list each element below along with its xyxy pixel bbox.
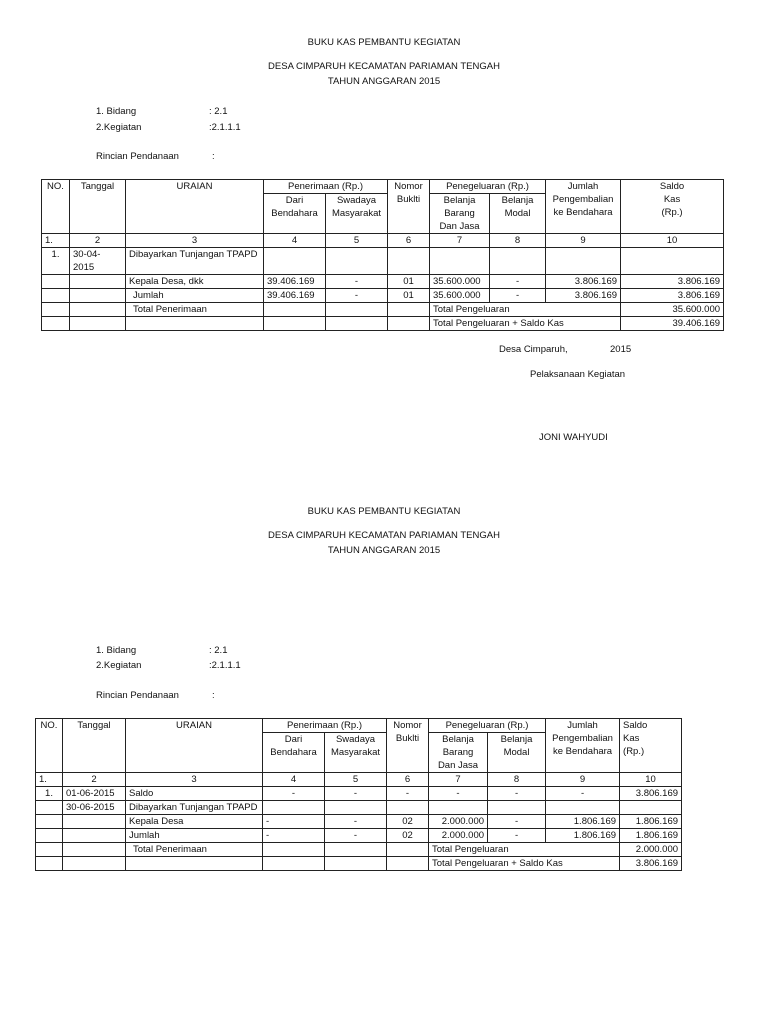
table-header-row	[36, 719, 682, 733]
cell-total-pengeluaran-value: 35.600.000	[621, 303, 724, 317]
colnum: 5	[325, 773, 387, 787]
doc2-subtitle-year: TAHUN ANGGARAN 2015	[327, 545, 441, 556]
doc1-bidang-label: 1. Bidang	[96, 106, 137, 117]
cell-belanja-barang: 35.600.000	[430, 289, 490, 303]
table-row	[36, 843, 682, 857]
cell-swadaya: -	[325, 829, 387, 843]
cell-belanja-barang: 35.600.000	[430, 275, 490, 289]
doc2-bidang-label: 1. Bidang	[96, 645, 137, 656]
cell-belanja-modal: -	[488, 815, 546, 829]
cell-dari-bendahara: -	[263, 829, 325, 843]
colnum: 6	[388, 234, 430, 248]
header-saldo-kas: Saldo Kas (Rp.)	[621, 180, 724, 234]
header-tanggal: Tanggal	[70, 180, 126, 234]
cell-belanja-barang: 2.000.000	[429, 829, 488, 843]
cell-total-pengeluaran-value: 2.000.000	[620, 843, 682, 857]
colnum: 1.	[36, 773, 63, 787]
colnum: 6	[387, 773, 429, 787]
signature-name: JONI WAHYUDI	[539, 432, 608, 443]
header-belanja-barang: Belanja Barang Dan Jasa	[430, 194, 490, 234]
table-row	[36, 829, 682, 843]
cell-jumlah: 1.806.169	[546, 829, 620, 843]
colnum: 4	[264, 234, 326, 248]
header-penerimaan: Penerimaan (Rp.)	[264, 180, 388, 194]
doc1-kegiatan-label: 2.Kegiatan	[96, 122, 142, 133]
cell-dari-bendahara: -	[263, 787, 325, 801]
doc2-ledger-table	[35, 718, 682, 871]
doc1-rincian-label: Rincian Pendanaan	[96, 151, 179, 162]
header-swadaya-masyarakat: Swadaya Masyarakat	[325, 733, 387, 773]
doc2-kegiatan-value: :2.1.1.1	[209, 660, 241, 671]
cell-belanja-modal: -	[488, 829, 546, 843]
cell-total-pengeluaran-label: Total Pengeluaran	[429, 843, 620, 857]
cell-uraian: Jumlah	[126, 829, 263, 843]
cell-nomor: 01	[388, 275, 430, 289]
signature-year: 2015	[610, 344, 632, 355]
colnum: 10	[621, 234, 724, 248]
doc1-subtitle-year: TAHUN ANGGARAN 2015	[327, 76, 441, 87]
cell-saldo: 1.806.169	[620, 815, 682, 829]
header-tanggal: Tanggal	[63, 719, 126, 773]
table-row	[36, 815, 682, 829]
cell-dari-bendahara: 39.406.169	[264, 275, 326, 289]
doc1-ledger-table	[41, 179, 724, 331]
cell-belanja-modal: -	[488, 787, 546, 801]
table-row	[42, 303, 724, 317]
doc2-rincian-label: Rincian Pendanaan	[96, 690, 179, 701]
doc2-kegiatan-label: 2.Kegiatan	[96, 660, 142, 671]
header-pengeluaran: Penegeluaran (Rp.)	[429, 719, 546, 733]
cell-tanggal: 30-04- 2015	[70, 248, 126, 275]
table-row	[42, 248, 724, 275]
header-dari-bendahara: Dari Bendahara	[263, 733, 325, 773]
cell-uraian: Kepala Desa	[126, 815, 263, 829]
doc1-title: BUKU KAS PEMBANTU KEGIATAN	[307, 37, 461, 48]
colnum: 3	[126, 234, 264, 248]
column-number-row	[42, 234, 724, 248]
colnum: 9	[546, 773, 620, 787]
cell-uraian: Kepala Desa, dkk	[126, 275, 264, 289]
cell-nomor: 02	[387, 815, 429, 829]
doc1-bidang-value: : 2.1	[209, 106, 228, 117]
table-row	[36, 787, 682, 801]
cell-dari-bendahara: -	[263, 815, 325, 829]
colnum: 5	[326, 234, 388, 248]
cell-belanja-modal: -	[490, 289, 546, 303]
cell-swadaya: -	[326, 289, 388, 303]
header-belanja-modal: Belanja Modal	[488, 733, 546, 773]
doc2-rincian-value: :	[212, 690, 215, 701]
header-jumlah-pengembalian: Jumlah Pengembalian ke Bendahara	[546, 180, 621, 234]
header-nomor-bukti: Nomor Buklti	[388, 180, 430, 234]
header-pengeluaran: Penegeluaran (Rp.)	[430, 180, 546, 194]
table-row	[36, 857, 682, 871]
cell-saldo: 1.806.169	[620, 829, 682, 843]
cell-uraian: Saldo	[126, 787, 263, 801]
cell-jumlah: -	[546, 787, 620, 801]
cell-swadaya: -	[325, 787, 387, 801]
cell-jumlah: 3.806.169	[546, 289, 621, 303]
table-row	[42, 317, 724, 331]
header-belanja-barang: Belanja Barang Dan Jasa	[429, 733, 488, 773]
colnum: 8	[488, 773, 546, 787]
header-dari-bendahara: Dari Bendahara	[264, 194, 326, 234]
colnum: 7	[429, 773, 488, 787]
cell-belanja-barang: -	[429, 787, 488, 801]
cell-uraian: Jumlah	[126, 289, 264, 303]
cell-nomor: -	[387, 787, 429, 801]
cell-total-saldo-value: 3.806.169	[620, 857, 682, 871]
header-penerimaan: Penerimaan (Rp.)	[263, 719, 387, 733]
signature-place: Desa Cimparuh,	[499, 344, 568, 355]
cell-nomor: 02	[387, 829, 429, 843]
cell-saldo: 3.806.169	[621, 275, 724, 289]
column-number-row	[36, 773, 682, 787]
doc1-rincian-value: :	[212, 151, 215, 162]
colnum: 2	[63, 773, 126, 787]
cell-jumlah: 3.806.169	[546, 275, 621, 289]
cell-total-pengeluaran-label: Total Pengeluaran	[430, 303, 621, 317]
header-no: NO.	[36, 719, 63, 773]
header-belanja-modal: Belanja Modal	[490, 194, 546, 234]
cell-total-penerimaan: Total Penerimaan	[126, 843, 263, 857]
cell-no: 1.	[36, 787, 63, 801]
cell-no: 1.	[42, 248, 70, 275]
table-row	[42, 289, 724, 303]
cell-saldo: 3.806.169	[621, 289, 724, 303]
cell-swadaya: -	[325, 815, 387, 829]
cell-tanggal: 01-06-2015	[63, 787, 126, 801]
colnum: 10	[620, 773, 682, 787]
cell-saldo: 3.806.169	[620, 787, 682, 801]
cell-belanja-barang: 2.000.000	[429, 815, 488, 829]
doc2-subtitle-village: DESA CIMPARUH KECAMATAN PARIAMAN TENGAH	[268, 530, 500, 541]
cell-total-saldo-label: Total Pengeluaran + Saldo Kas	[429, 857, 620, 871]
colnum: 1.	[42, 234, 70, 248]
cell-total-penerimaan: Total Penerimaan	[126, 303, 264, 317]
cell-swadaya: -	[326, 275, 388, 289]
colnum: 4	[263, 773, 325, 787]
doc1-subtitle-village: DESA CIMPARUH KECAMATAN PARIAMAN TENGAH	[268, 61, 500, 72]
cell-uraian: Dibayarkan Tunjangan TPAPD	[126, 801, 263, 815]
colnum: 8	[490, 234, 546, 248]
doc2-bidang-value: : 2.1	[209, 645, 228, 656]
cell-tanggal: 30-06-2015	[63, 801, 126, 815]
signature-role: Pelaksanaan Kegiatan	[530, 369, 626, 380]
cell-uraian: Dibayarkan Tunjangan TPAPD	[126, 248, 264, 275]
header-nomor-bukti: Nomor Buklti	[387, 719, 429, 773]
header-jumlah-pengembalian: Jumlah Pengembalian ke Bendahara	[546, 719, 620, 773]
header-no: NO.	[42, 180, 70, 234]
cell-jumlah: 1.806.169	[546, 815, 620, 829]
cell-dari-bendahara: 39.406.169	[264, 289, 326, 303]
cell-belanja-modal: -	[490, 275, 546, 289]
table-row	[36, 801, 682, 815]
cell-nomor: 01	[388, 289, 430, 303]
colnum: 3	[126, 773, 263, 787]
table-header-row	[42, 180, 724, 194]
header-saldo-kas: Saldo Kas (Rp.)	[620, 719, 682, 773]
header-uraian: URAIAN	[126, 719, 263, 773]
colnum: 2	[70, 234, 126, 248]
doc2-title: BUKU KAS PEMBANTU KEGIATAN	[307, 506, 461, 517]
cell-total-saldo-value: 39.406.169	[621, 317, 724, 331]
doc1-kegiatan-value: :2.1.1.1	[209, 122, 241, 133]
colnum: 7	[430, 234, 490, 248]
header-uraian: URAIAN	[126, 180, 264, 234]
colnum: 9	[546, 234, 621, 248]
table-row	[42, 275, 724, 289]
cell-total-saldo-label: Total Pengeluaran + Saldo Kas	[430, 317, 621, 331]
header-swadaya-masyarakat: Swadaya Masyarakat	[326, 194, 388, 234]
